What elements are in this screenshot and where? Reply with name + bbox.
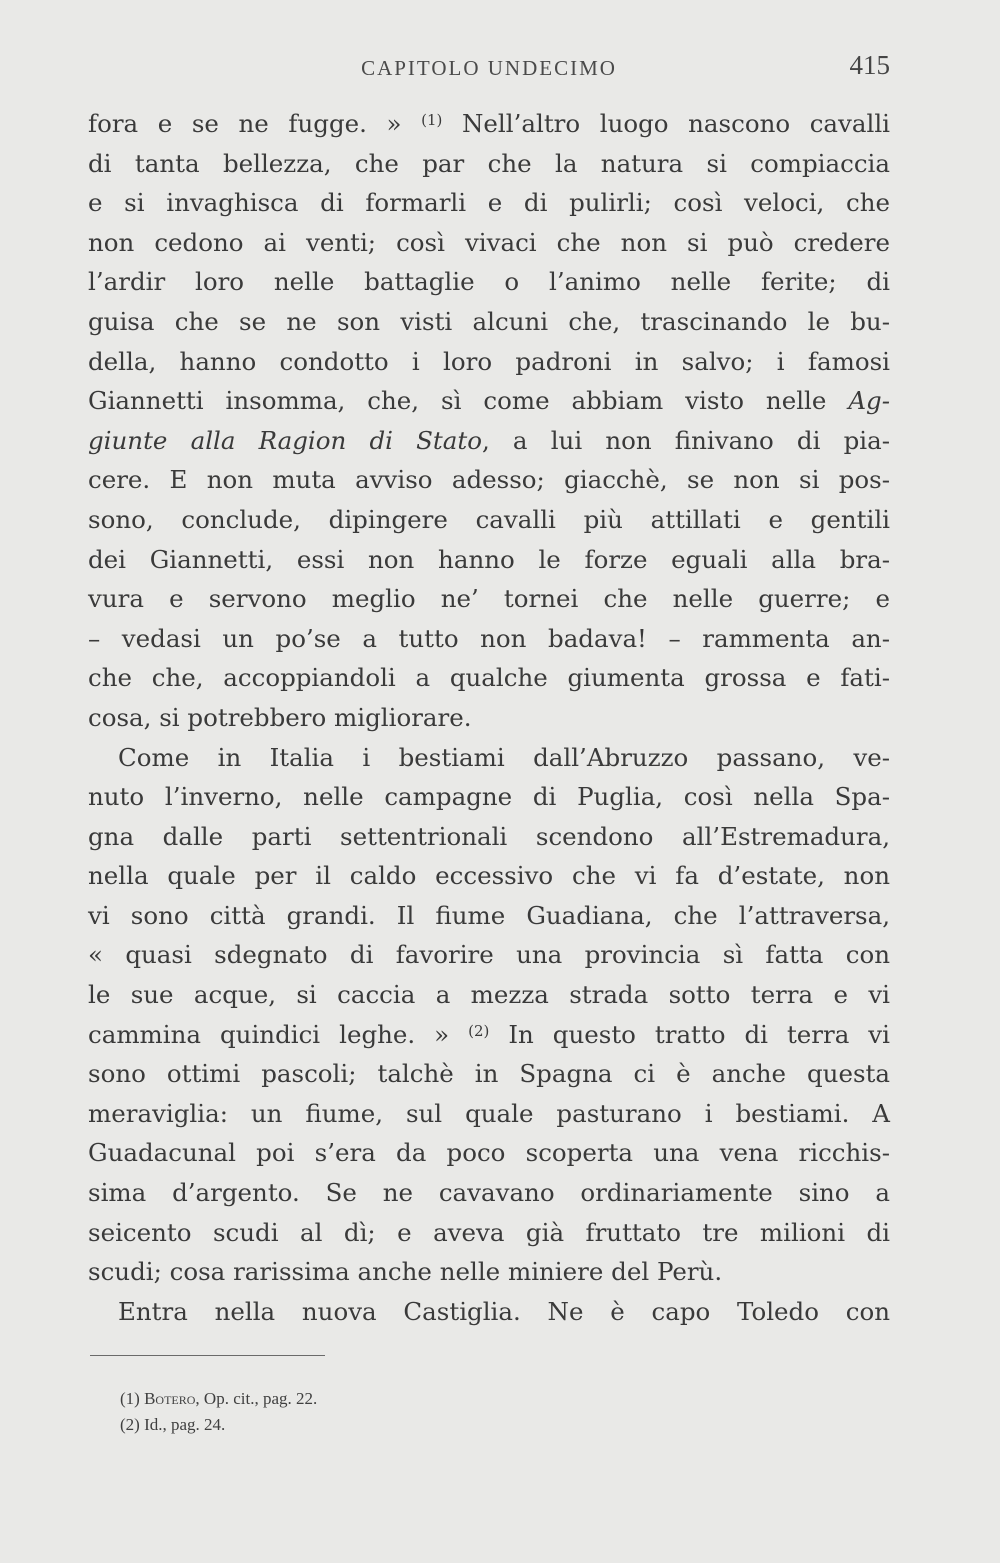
text-span: e si invaghisca di formarli e di pulirli; così veloci, che [88, 188, 890, 218]
footnote-text: Id., pag. 24. [144, 1415, 226, 1434]
text-span: gna dalle parti settentrionali scendono all’Estremadura, [88, 821, 890, 851]
text-span: dei Giannetti, essi non hanno le forze eguali alla bra- [88, 544, 890, 574]
text-line [88, 817, 890, 857]
text-line [88, 896, 890, 936]
text-span: Nell’altro luogo nascono cavalli [442, 109, 890, 138]
text-line [88, 104, 890, 144]
text-line [88, 777, 890, 817]
footnote-mark: (2) [120, 1415, 140, 1434]
text-span: vi sono città grandi. Il fiume Guadiana, che l’attraversa, [88, 900, 890, 930]
text-span: non cedono ai venti; così vivaci che non si può credere [88, 227, 890, 257]
footnotes [120, 1386, 620, 1438]
text-line [88, 302, 890, 342]
text-span: di tanta bellezza, che par che la natura si compiaccia [88, 148, 890, 178]
footnote [120, 1412, 620, 1438]
text-span: seicento scudi al dì; e aveva già fruttato tre milioni di [88, 1217, 890, 1247]
footnote-rule [90, 1355, 325, 1356]
text-line [88, 421, 890, 461]
text-span: l’ardir loro nelle battaglie o l’animo nelle ferite; di [88, 267, 890, 297]
text-span: scudi; cosa rarissima anche nelle miniere del Perù. [88, 1257, 723, 1287]
text-span: meraviglia: un fiume, sul quale pasturano i bestiami. A [88, 1098, 890, 1128]
text-span: Entra nella nuova Castiglia. Ne è capo Toledo con [118, 1296, 890, 1326]
italic-text: Ag- [848, 386, 890, 416]
italic-text: giunte alla Ragion di Stato [88, 425, 482, 455]
text-line [88, 1133, 890, 1173]
text-span: « quasi sdegnato di favorire una provincia sì fatta con [88, 940, 890, 970]
text-line [88, 460, 890, 500]
text-span: , a lui non finivano di pia- [481, 425, 890, 455]
text-span: Giannetti insomma, che, sì come abbiam visto nelle [88, 386, 849, 416]
text-span: vura e servono meglio ne’ tornei che nelle guerre; e [88, 584, 890, 614]
text-span: che che, accoppiandoli a qualche giumenta grossa e fati- [88, 663, 890, 693]
text-line [88, 856, 890, 896]
text-span: In questo tratto di terra vi [489, 1019, 890, 1049]
text-line [88, 579, 890, 619]
text-line [88, 619, 890, 659]
text-line [88, 262, 890, 302]
text-line [88, 342, 890, 382]
text-line [88, 1173, 890, 1213]
text-line [88, 1054, 890, 1094]
text-line [88, 738, 890, 778]
text-span: sono ottimi pascoli; talchè in Spagna ci è anche questa [88, 1059, 890, 1089]
footnote-reference: (1) [421, 111, 443, 129]
text-span: fora e se ne fugge. » [88, 109, 422, 138]
text-span: sima d’argento. Se ne cavavano ordinariamente sino a [88, 1178, 890, 1208]
text-line [88, 540, 890, 580]
text-line [88, 500, 890, 540]
text-span: le sue acque, si caccia a mezza strada sotto terra e vi [88, 980, 890, 1010]
text-line [88, 223, 890, 263]
body-text [88, 104, 890, 1331]
footnote-author: Botero [144, 1389, 196, 1408]
text-line [88, 935, 890, 975]
footnote-mark: (1) [120, 1389, 140, 1408]
text-line [88, 1252, 890, 1292]
text-line [88, 1015, 890, 1055]
text-span: guisa che se ne son visti alcuni che, trascinando le bu- [88, 306, 890, 336]
text-span: nuto l’inverno, nelle campagne di Puglia, così nella Spa- [88, 782, 890, 812]
text-line [88, 698, 890, 738]
text-span: cere. E non muta avviso adesso; giacchè, se non si pos- [88, 465, 890, 495]
page-header [88, 50, 890, 86]
text-span: – vedasi un po’se a tutto non badava! – rammenta an- [88, 623, 890, 653]
footnote-text: , Op. cit., pag. 22. [195, 1389, 318, 1408]
text-line [88, 1292, 890, 1332]
text-span: Guadacunal poi s’era da poco scoperta una vena ricchis- [88, 1138, 890, 1168]
running-head: CAPITOLO UNDECIMO [361, 56, 617, 80]
text-span: della, hanno condotto i loro padroni in salvo; i famosi [88, 346, 890, 376]
text-span: Come in Italia i bestiami dall’Abruzzo passano, ve- [118, 742, 890, 772]
text-line [88, 183, 890, 223]
text-line [88, 1213, 890, 1253]
text-line [88, 1094, 890, 1134]
text-span: sono, conclude, dipingere cavalli più attillati e gentili [88, 504, 890, 534]
text-line [88, 658, 890, 698]
footnote [120, 1386, 620, 1412]
text-span: cammina quindici leghe. » [88, 1019, 469, 1049]
text-line [88, 144, 890, 184]
text-span: cosa, si potrebbero migliorare. [88, 702, 472, 732]
footnote-reference: (2) [468, 1021, 490, 1040]
text-line [88, 381, 890, 421]
text-line [88, 975, 890, 1015]
text-span: nella quale per il caldo eccessivo che vi fa d’estate, non [88, 861, 890, 891]
page-number: 415 [849, 50, 890, 80]
